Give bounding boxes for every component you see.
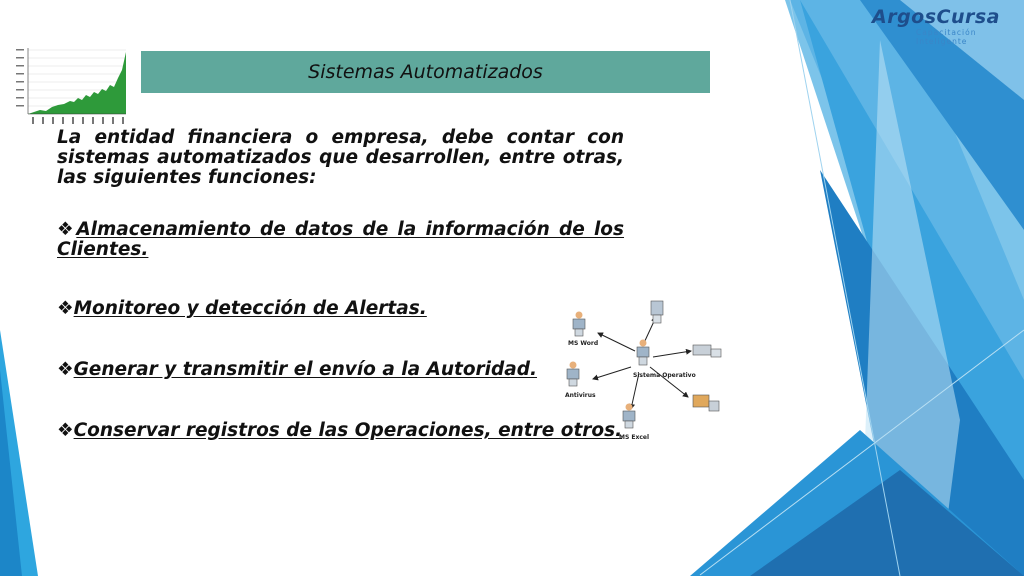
list-item-text: Conservar registros de las Operaciones, entre otros. (73, 420, 623, 441)
intro-paragraph: La entidad financiera o empresa, debe contar con sistemas automatizados que desarrollen, entre otras, las siguientes funciones: (57, 127, 624, 188)
list-item-text: Almacenamiento de datos de la información de los Clientes. (57, 219, 625, 260)
slide-title-bar (141, 51, 710, 93)
diamond-bullet-icon: ❖ (57, 420, 74, 441)
logo-tagline-2: Inteligente (916, 37, 968, 46)
diamond-bullet-icon: ❖ (57, 219, 77, 240)
computer-icon (623, 404, 635, 429)
network-diagram (553, 297, 743, 442)
server-icon (651, 301, 663, 323)
argoscursa-logo (872, 6, 1018, 46)
logo-tagline-1: Capacitación (916, 28, 977, 37)
list-item-text: Generar y transmitir el envío a la Autoridad. (73, 359, 538, 380)
list-item (57, 360, 624, 380)
workstation-icon (693, 395, 719, 411)
diagram-node-label: Antivirus (565, 392, 596, 399)
growth-chart-thumbnail (14, 44, 128, 126)
diagram-center-label (633, 372, 696, 379)
printer-icon (693, 345, 721, 357)
list-item (57, 220, 624, 260)
list-item (57, 421, 624, 441)
logo-name: ArgosCursa (872, 6, 1001, 28)
list-item-text: Monitoreo y detección de Alertas. (73, 298, 427, 319)
slide-title: Sistemas Automatizados (308, 61, 543, 83)
diamond-bullet-icon: ❖ (57, 298, 74, 319)
diagram-center-text: Sistema Operativo (633, 372, 696, 379)
computer-icon (567, 362, 579, 387)
computer-icon (637, 340, 649, 366)
diamond-bullet-icon: ❖ (57, 359, 74, 380)
computer-icon (573, 312, 585, 337)
list-item (57, 299, 624, 319)
diagram-node-label: MS Word (568, 340, 599, 347)
diagram-node-label: MS Excel (619, 434, 650, 441)
slide-body (57, 128, 624, 441)
